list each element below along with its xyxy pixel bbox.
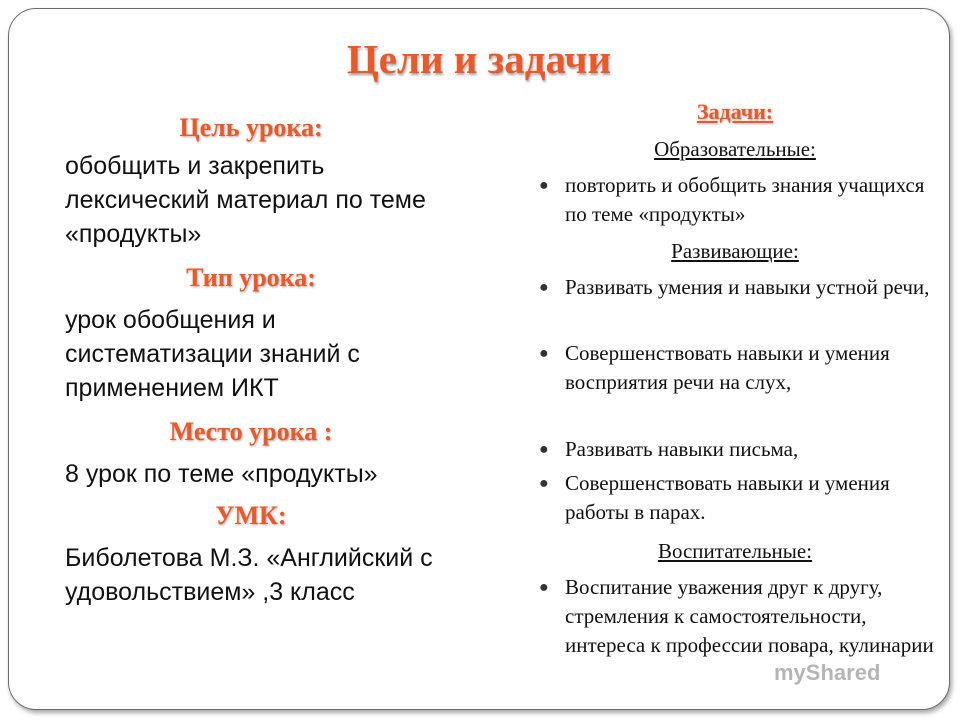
- bullet-icon: ●: [539, 279, 549, 296]
- educational-heading: Образовательные:: [654, 137, 816, 161]
- bullet-text: Воспитание уважения друг к другу, стремления к самостоятельности, интереса к профессии повара, кулинарии: [565, 575, 934, 657]
- watermark-logo: myShared: [774, 660, 881, 685]
- bullet-text: Развивать навыки письма,: [565, 437, 799, 461]
- goal-text: обобщить и закрепить лексический материал по теме «продукты»: [65, 152, 426, 248]
- place-heading: Место урока :: [169, 417, 333, 446]
- bullet-text: повторить и обобщить знания учащихся по теме «продукты»: [565, 173, 925, 226]
- list-item: [539, 273, 935, 302]
- umk-heading: УМК:: [215, 501, 287, 530]
- slide-title: Цели и задачи: [346, 36, 612, 82]
- umk-text: Биболетова М.З. «Английский с удовольствием» ,3 класс: [65, 544, 433, 606]
- bullet-icon: ●: [539, 345, 549, 362]
- upbringing-heading: Воспитательные:: [657, 539, 813, 563]
- bullet-icon: ●: [539, 177, 549, 194]
- developing-heading: Развивающие:: [671, 239, 799, 263]
- list-item: [539, 171, 935, 229]
- bullet-icon: ●: [539, 579, 549, 596]
- tasks-heading: Задачи:: [696, 99, 774, 124]
- goal-heading: Цель урока:: [179, 113, 323, 142]
- bullet-text: Совершенствовать навыки и умения работы в парах.: [565, 471, 890, 524]
- list-item: [539, 339, 935, 397]
- list-item: [539, 573, 935, 660]
- list-item: [539, 469, 935, 527]
- type-heading: Тип урока:: [186, 263, 316, 292]
- list-item: [539, 435, 935, 464]
- slide-frame: [8, 8, 950, 710]
- bullet-icon: ●: [539, 475, 549, 492]
- place-text: 8 урок по теме «продукты»: [65, 460, 378, 488]
- type-text: урок обобщения и систематизации знаний с применением ИКТ: [65, 306, 360, 402]
- bullet-text: Развивать умения и навыки устной речи,: [565, 275, 930, 299]
- bullet-icon: ●: [539, 441, 549, 458]
- bullet-text: Совершенствовать навыки и умения восприятия речи на слух,: [565, 341, 890, 394]
